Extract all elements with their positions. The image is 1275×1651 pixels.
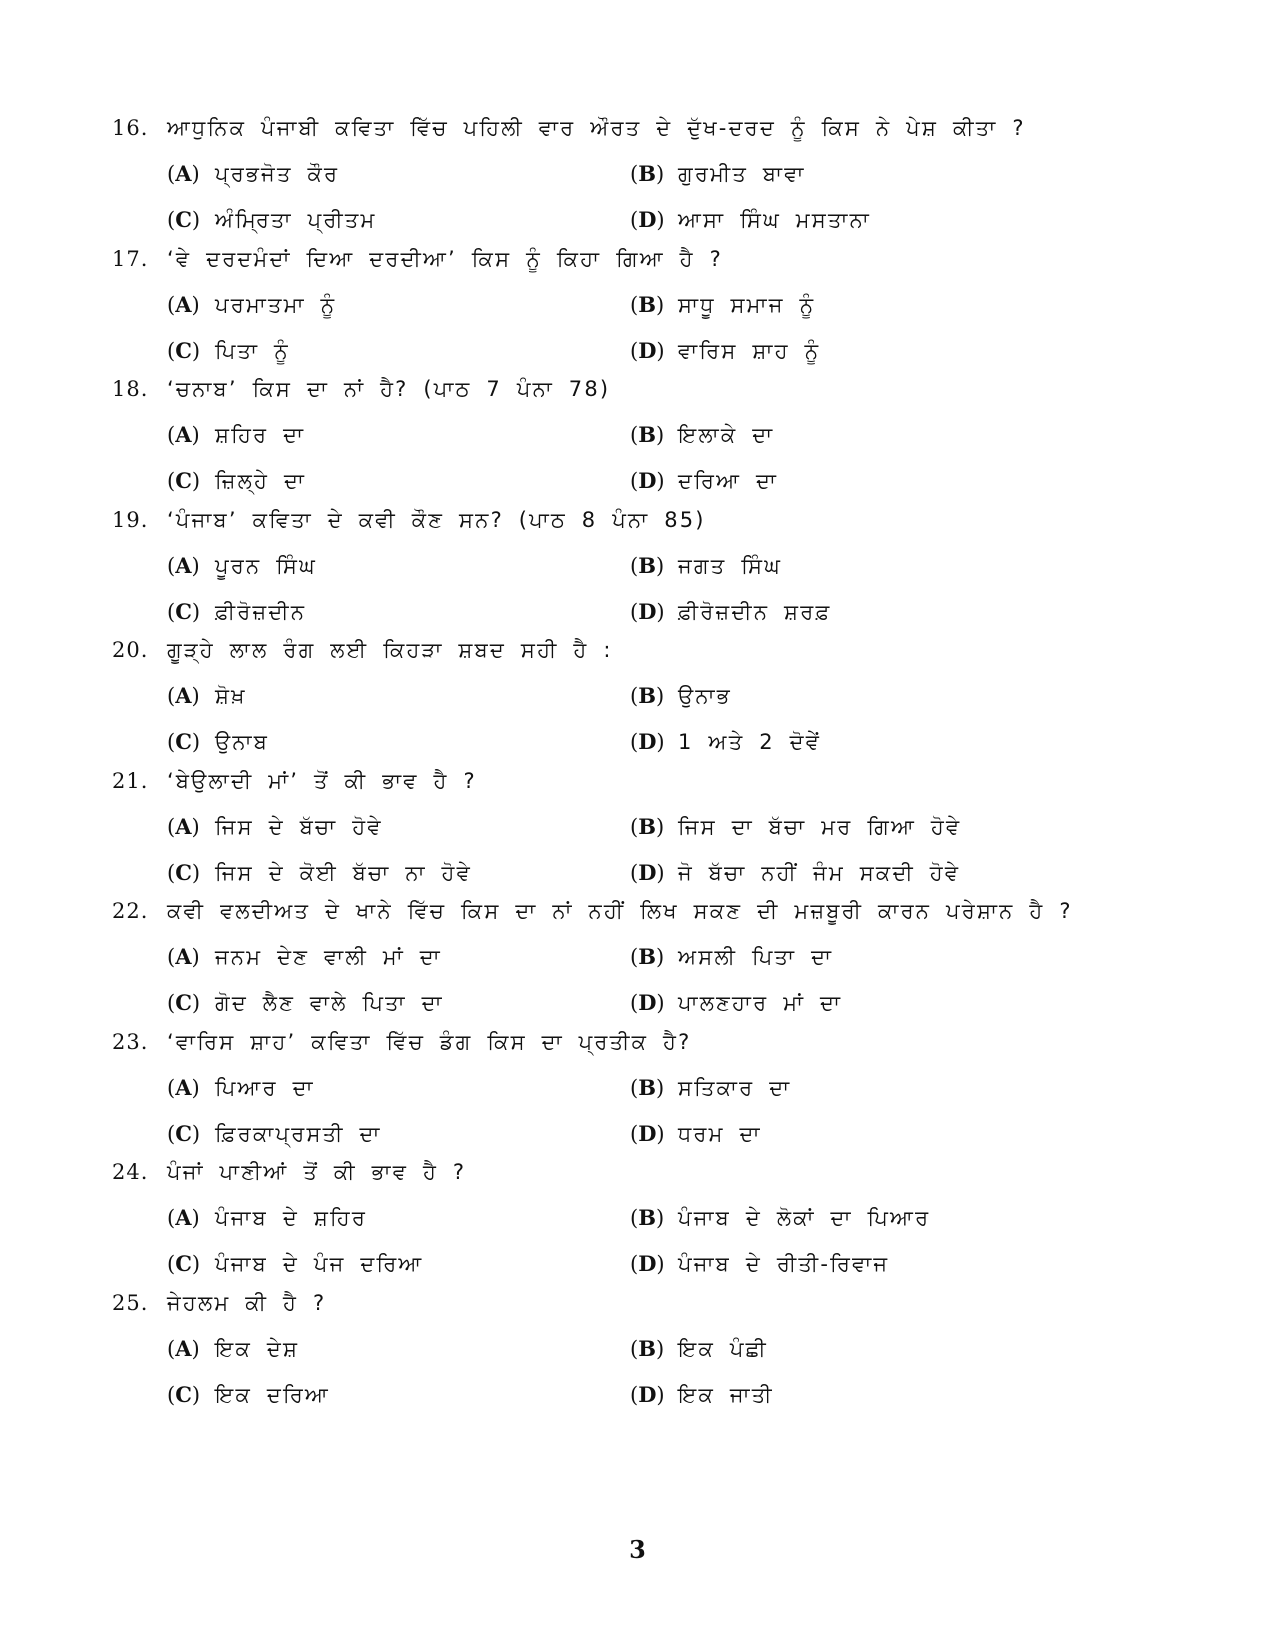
option-letter: (D) [630,1251,665,1276]
option-letter-value: A [175,1205,192,1230]
answer-option [167,1375,330,1415]
option-text: ਧਰਮ ਦਾ [678,1121,762,1146]
answer-option [167,1198,367,1238]
option-letter-value: A [175,944,192,969]
option-letter-value: A [175,422,192,447]
question-item [0,369,1275,507]
question-number: 20. [112,638,149,662]
question-item [0,500,1275,638]
option-letter-value: D [638,1251,657,1276]
option-letter: (D) [630,207,665,232]
option-letter: (D) [630,1381,665,1407]
question-text: ‘ਵਾਰਿਸ ਸ਼ਾਹ’ ਕਵਿਤਾ ਵਿੱਚ ਡੰਗ ਕਿਸ ਦਾ ਪ੍ਰਤੀਕ ਹੈ? [167,1029,692,1054]
option-letter: (C) [167,337,201,363]
question-number: 17. [112,246,149,271]
answer-option [630,1068,791,1108]
answer-option [167,200,377,240]
option-letter-value: D [638,468,657,493]
option-letter-value: A [175,291,192,317]
option-text: ਗੋਦ ਲੈਣ ਵਾਲੇ ਪਿਤਾ ਦਾ [215,991,444,1015]
option-text: ਇਲਾਕੇ ਦਾ [678,423,775,447]
option-text: ਇਕ ਪੰਛੀ [678,1336,768,1361]
question-number: 18. [112,377,149,401]
option-letter: (A) [167,1074,200,1100]
option-text: ਪੰਜਾਬ ਦੇ ਪੰਜ ਦਰਿਆ [215,1252,424,1276]
option-letter-value: A [175,1074,192,1100]
option-letter: (B) [630,683,665,708]
option-text: ਪੰਜਾਬ ਦੇ ਲੋਕਾਂ ਦਾ ਪਿਆਰ [678,1206,931,1230]
question-item [0,108,1275,246]
option-text: ਪਾਲਣਹਾਰ ਮਾਂ ਦਾ [678,991,843,1015]
option-letter: (C) [167,990,201,1015]
option-text: ਇਕ ਦਰਿਆ [215,1382,330,1407]
option-letter: (C) [167,1381,201,1407]
option-letter-value: D [638,337,657,363]
option-text: ਆਸਾ ਸਿੰਘ ਮਸਤਾਨਾ [678,208,871,232]
option-letter: (B) [630,944,665,969]
answer-option [167,853,472,893]
option-letter: (C) [167,598,201,624]
answer-option [630,1244,889,1284]
question-text: ‘ਵੇ ਦਰਦਮੰਦਾਂ ਦਿਆ ਦਰਦੀਆ’ ਕਿਸ ਨੂੰ ਕਿਹਾ ਗਿਆ ਹੈ ? [167,246,723,271]
option-letter: (D) [630,468,665,493]
question-text: ਆਧੁਨਿਕ ਪੰਜਾਬੀ ਕਵਿਤਾ ਵਿੱਚ ਪਹਿਲੀ ਵਾਰ ਔਰਤ ਦੇ ਦੁੱਖ-ਦਰਦ ਨੂੰ ਕਿਸ ਨੇ ਪੇਸ਼ ਕੀਤਾ ? [167,116,1026,140]
option-text: ਜਿਸ ਦੇ ਕੋਈ ਬੱਚਾ ਨਾ ਹੋਵੇ [215,860,472,885]
option-text: ਜਿਸ ਦਾ ਬੱਚਾ ਮਰ ਗਿਆ ਹੋਵੇ [678,814,962,839]
answer-option [167,592,306,632]
answer-option [630,1198,930,1238]
answer-option [167,937,442,977]
answer-option [167,1244,424,1284]
option-letter: (D) [630,990,665,1015]
option-letter: (A) [167,552,200,578]
option-letter: (B) [630,813,665,839]
option-letter-value: D [638,598,657,624]
option-letter-value: A [175,813,192,839]
page-number: 3 [629,1535,646,1564]
option-text: ਉਨਾਭ [678,684,732,708]
question-item [0,761,1275,899]
question-number: 23. [112,1029,149,1054]
question-number: 24. [112,1160,149,1184]
answer-option [167,461,306,501]
answer-option [630,1114,762,1154]
answer-option [630,1375,774,1415]
option-letter-value: B [638,944,656,969]
answer-option [167,983,444,1023]
option-letter: (B) [630,422,665,447]
question-text: ਪੰਜਾਂ ਪਾਣੀਆਂ ਤੋਂ ਕੀ ਭਾਵ ਹੈ ? [167,1160,467,1184]
question-number: 25. [112,1290,149,1315]
option-letter-value: C [175,337,192,363]
option-letter: (D) [630,598,665,624]
question-item [0,1283,1275,1421]
answer-option [167,154,339,194]
option-text: ਪੰਜਾਬ ਦੇ ਸ਼ਹਿਰ [215,1206,368,1230]
option-text: ਪਿਆਰ ਦਾ [215,1075,315,1100]
option-text: ਵਾਰਿਸ ਸ਼ਾਹ ਨੂੰ [678,338,821,363]
answer-option [630,461,778,501]
option-letter: (D) [630,337,665,363]
option-letter: (A) [167,944,200,969]
option-text: ਪੂਰਨ ਸਿੰਘ [215,553,317,578]
option-letter: (D) [630,1120,665,1146]
option-letter: (A) [167,161,200,186]
option-text: ਅਸਲੀ ਪਿਤਾ ਦਾ [678,945,834,969]
option-letter-value: C [175,598,192,624]
answer-option [167,331,290,371]
answer-option [167,1068,315,1108]
option-letter: (C) [167,1251,201,1276]
option-letter: (A) [167,1335,200,1361]
option-text: ਜਗਤ ਸਿੰਘ [678,553,783,578]
option-letter: (A) [167,1205,200,1230]
option-text: ਫ਼ੀਰੋਜ਼ਦੀਨ ਸ਼ਰਫ਼ [678,599,832,624]
answer-option [630,807,961,847]
option-text: ਸਤਿਕਾਰ ਦਾ [678,1075,792,1100]
option-letter: (D) [630,729,665,754]
option-text: ਗੁਰਮੀਤ ਬਾਵਾ [678,162,806,186]
option-text: 1 ਅਤੇ 2 ਦੋਵੇਂ [678,730,822,754]
option-text: ਸ਼ੋਖ਼ [215,684,247,708]
option-letter-value: D [638,859,657,885]
option-text: ਪ੍ਰਭਜੋਤ ਕੌਰ [215,162,340,186]
option-letter: (B) [630,552,665,578]
answer-option [630,983,842,1023]
answer-option [630,285,815,325]
option-letter-value: B [638,161,656,186]
question-text: ‘ਚਨਾਬ’ ਕਿਸ ਦਾ ਨਾਂ ਹੈ? (ਪਾਠ 7 ਪੰਨਾ 78) [167,377,611,401]
answer-option [630,200,871,240]
option-letter-value: C [175,990,192,1015]
question-item [0,1022,1275,1160]
option-letter: (A) [167,291,200,317]
question-number: 21. [112,768,149,793]
option-letter-value: A [175,552,192,578]
option-text: ਜਨਮ ਦੇਣ ਵਾਲੀ ਮਾਂ ਦਾ [215,945,442,969]
option-letter-value: C [175,207,192,232]
option-letter: (B) [630,291,665,317]
option-text: ਉਨਾਬ [215,730,270,754]
option-letter-value: A [175,1335,192,1361]
option-letter-value: B [638,1074,656,1100]
option-letter: (A) [167,813,200,839]
answer-option [630,592,831,632]
option-text: ਪੰਜਾਬ ਦੇ ਰੀਤੀ-ਰਿਵਾਜ [678,1252,890,1276]
option-letter-value: A [175,161,192,186]
option-letter-value: B [638,1335,656,1361]
option-text: ਸ਼ਹਿਰ ਦਾ [215,423,306,447]
option-letter: (B) [630,1074,665,1100]
option-text: ਫ਼ਿਰਕਾਪ੍ਰਸਤੀ ਦਾ [215,1121,382,1146]
answer-option [630,415,774,455]
question-text: ਕਵੀ ਵਲਦੀਅਤ ਦੇ ਖਾਨੇ ਵਿੱਚ ਕਿਸ ਦਾ ਨਾਂ ਨਹੀਂ ਲਿਖ ਸਕਣ ਦੀ ਮਜ਼ਬੂਰੀ ਕਾਰਨ ਪਰੇਸ਼ਾਨ ਹੈ ? [167,899,1073,923]
option-letter-value: D [638,990,657,1015]
answer-option [167,1329,299,1369]
option-letter-value: D [638,729,657,754]
option-letter-value: D [638,1381,657,1407]
question-number: 22. [112,899,149,923]
option-letter-value: C [175,1381,192,1407]
question-text: ‘ਬੇਉਲਾਦੀ ਮਾਂ’ ਤੋਂ ਕੀ ਭਾਵ ਹੈ ? [167,768,477,793]
answer-option [630,1329,768,1369]
option-text: ਫ਼ੀਰੋਜ਼ਦੀਨ [215,599,307,624]
option-letter: (B) [630,1205,665,1230]
option-letter-value: A [175,683,192,708]
answer-option [167,1114,382,1154]
answer-option [167,676,247,716]
question-item [0,891,1275,1029]
question-item [0,239,1275,377]
question-text: ‘ਪੰਜਾਬ’ ਕਵਿਤਾ ਦੇ ਕਵੀ ਕੌਣ ਸਨ? (ਪਾਠ 8 ਪੰਨਾ 85) [167,507,706,532]
option-text: ਇਕ ਜਾਤੀ [678,1382,774,1407]
option-letter: (C) [167,1120,201,1146]
option-text: ਦਰਿਆ ਦਾ [678,469,779,493]
answer-option [630,154,806,194]
option-letter: (A) [167,422,200,447]
option-letter: (B) [630,161,665,186]
question-item [0,630,1275,768]
option-letter-value: C [175,1120,192,1146]
option-text: ਅੰਮ੍ਰਿਤਾ ਪ੍ਰੀਤਮ [215,208,377,232]
option-letter: (B) [630,1335,665,1361]
option-letter: (C) [167,729,201,754]
option-letter-value: B [638,552,656,578]
option-letter-value: B [638,291,656,317]
answer-option [167,546,317,586]
answer-option [167,285,336,325]
option-text: ਜੋ ਬੱਚਾ ਨਹੀਂ ਜੰਮ ਸਕਦੀ ਹੋਵੇ [678,860,961,885]
option-letter-value: B [638,813,656,839]
option-letter-value: C [175,1251,192,1276]
option-text: ਪਿਤਾ ਨੂੰ [215,338,290,363]
option-letter-value: C [175,729,192,754]
question-text: ਗੂੜ੍ਹੇ ਲਾਲ ਰੰਗ ਲਈ ਕਿਹੜਾ ਸ਼ਬਦ ਸਹੀ ਹੈ : [167,638,613,662]
option-letter-value: B [638,422,656,447]
option-text: ਪਰਮਾਤਮਾ ਨੂੰ [215,292,337,317]
option-letter-value: C [175,859,192,885]
option-text: ਇਕ ਦੇਸ਼ [215,1336,300,1361]
option-letter: (D) [630,859,665,885]
option-letter: (C) [167,207,201,232]
option-letter-value: C [175,468,192,493]
option-letter: (A) [167,683,200,708]
option-letter-value: D [638,1120,657,1146]
answer-option [630,853,960,893]
option-letter-value: D [638,207,657,232]
option-letter-value: B [638,683,656,708]
question-number: 16. [112,116,149,140]
option-text: ਸਾਧੂ ਸਮਾਜ ਨੂੰ [678,292,816,317]
answer-option [630,331,820,371]
answer-option [167,807,383,847]
question-number: 19. [112,507,149,532]
question-item [0,1152,1275,1290]
answer-option [630,722,821,762]
answer-option [167,415,305,455]
option-letter-value: B [638,1205,656,1230]
option-letter: (C) [167,468,201,493]
option-letter: (C) [167,859,201,885]
question-text: ਜੇਹਲਮ ਕੀ ਹੈ ? [167,1290,327,1315]
answer-option [630,546,782,586]
option-text: ਜਿਸ ਦੇ ਬੱਚਾ ਹੋਵੇ [215,814,383,839]
option-text: ਜ਼ਿਲ੍ਹੇ ਦਾ [215,469,307,493]
answer-option [630,937,833,977]
answer-option [630,676,732,716]
answer-option [167,722,269,762]
